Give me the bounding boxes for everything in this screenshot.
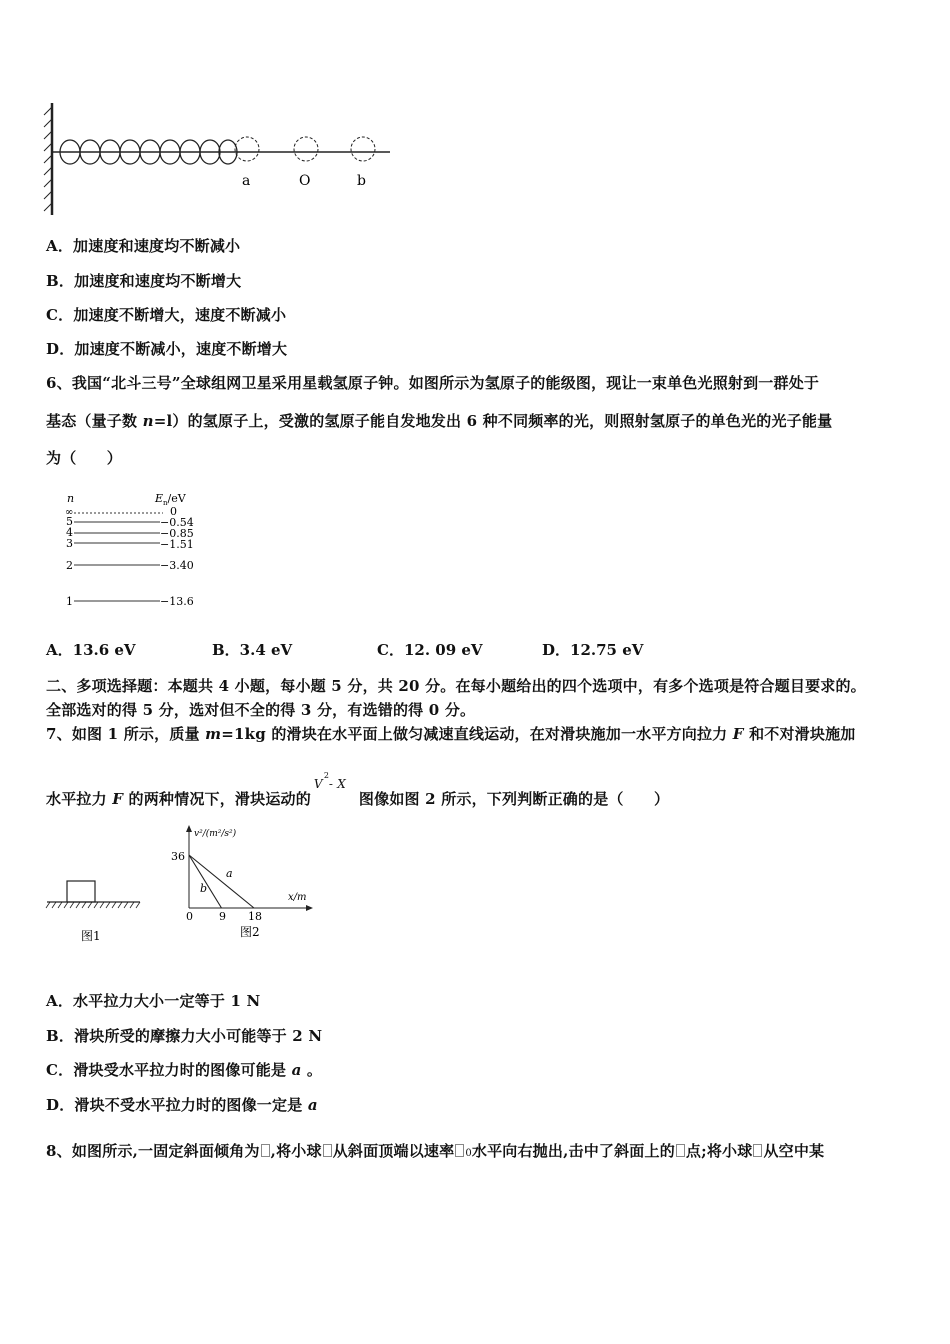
q7-option-c-var: a: [291, 1061, 302, 1079]
q6-stem-line1: 6、我国“北斗三号”全球组网卫星采用星载氢原子钟。如图所示为氢原子的能级图，现让一束单色光照射到一群处于: [46, 374, 820, 392]
y-axis-arrow: [186, 825, 192, 832]
q7-line2-a: 水平拉力: [46, 790, 113, 808]
q7-line1-b: =1kg 的滑块在水平面上做匀减速直线运动，在对滑块施加一水平方向拉力: [221, 725, 733, 743]
label-a: a: [242, 173, 251, 189]
q7-line1-c: 和不对滑块施加: [743, 725, 856, 743]
q6-option-b: B．3.4 eV: [212, 641, 293, 659]
energy-level-diagram: [58, 488, 218, 613]
q7-line2-c: 图像如图 2 所示，下列判断正确的是（ ）: [358, 790, 670, 808]
slider-block: [67, 881, 95, 902]
q5-option-b: B．加速度和速度均不断增大: [46, 272, 242, 290]
q7-figure2: [160, 822, 320, 947]
level-n-5: 5: [66, 515, 73, 528]
level-n-3: 3: [66, 537, 73, 550]
level-e-inf: 0: [170, 505, 177, 518]
q7-option-c: C．滑块受水平拉力时的图像可能是 a 。: [46, 1061, 323, 1079]
q8-stem-line1: 8、如图所示,一固定斜面倾角为 ,将小球 从斜面顶端以速率 0水平向右抛出,击中了斜面上的 点;将小球 从空中某: [46, 1142, 825, 1160]
label-o: O: [299, 173, 311, 189]
missing-glyph-icon: [455, 1144, 464, 1157]
spring-figure: [40, 95, 400, 220]
ball-position-o: [294, 137, 318, 161]
level-e-5: −0.54: [160, 516, 194, 529]
series-b-label: b: [200, 882, 208, 895]
x-tick-18: 18: [248, 910, 262, 923]
q6-line2-a: 基态（量子数: [46, 412, 143, 430]
label-b: b: [357, 173, 366, 189]
q6-stem-line3: 为（ ）: [46, 449, 123, 467]
level-n-2: 2: [66, 559, 73, 572]
missing-glyph-icon: [323, 1144, 332, 1157]
missing-glyph-icon: [753, 1144, 762, 1157]
x-tick-0: 0: [186, 910, 193, 923]
q6-line2-b: =l）的氢原子上，受激的氢原子能自发地发出 6 种不同频率的光，则照射氢原子的单色光的光子能量: [153, 412, 833, 430]
series-a-line: [189, 855, 254, 908]
ball-position-a: [235, 137, 259, 161]
level-e-4: −0.85: [160, 527, 194, 540]
q5-option-a: A．加速度和速度均不断减小: [46, 237, 241, 255]
missing-glyph-icon: [261, 1144, 270, 1157]
x-tick-9: 9: [219, 910, 226, 923]
x-axis-arrow: [306, 905, 313, 911]
q6-option-c: C．12. 09 eV: [377, 641, 483, 659]
q7-formula: V 2 - X: [313, 771, 346, 791]
q5-option-d: D．加速度不断减小，速度不断增大: [46, 340, 288, 358]
q6-option-a: A．13.6 eV: [46, 641, 136, 659]
fig2-caption: 图2: [240, 925, 260, 939]
level-e-3: −1.51: [160, 538, 194, 551]
level-n-inf: ∞: [65, 507, 74, 518]
q7-option-b: B．滑块所受的摩擦力大小可能等于 2 N: [46, 1027, 323, 1045]
missing-glyph-icon: [676, 1144, 685, 1157]
level-e-1: −13.6: [160, 595, 194, 608]
q7-line1-a: 7、如图 1 所示，质量: [46, 725, 206, 743]
section2-heading-line2: 全部选对的得 5 分，选对但不全的得 3 分，有选错的得 0 分。: [46, 701, 476, 719]
y-axis-label: v²/(m²/s²): [194, 829, 237, 839]
q7-stem-line1: [46, 723, 855, 744]
q5-option-c: C．加速度不断增大，速度不断减小: [46, 306, 287, 324]
level-n-1: 1: [66, 595, 73, 608]
series-a-label: a: [226, 867, 233, 880]
y-tick-36: 36: [171, 850, 185, 863]
q7-option-d: D．滑块不受水平拉力时的图像一定是 a: [46, 1096, 318, 1114]
q7-line2-b: 的两种情况下，滑块运动的: [123, 790, 311, 808]
wall: [44, 103, 52, 215]
header-n: n: [67, 492, 75, 505]
level-e-2: −3.40: [160, 559, 194, 572]
q7-force-symbol: F: [732, 725, 744, 743]
ground-hatch: [46, 902, 140, 908]
section2-heading-line1: 二、多项选择题：本题共 4 小题，每小题 5 分，共 20 分。在每小题给出的四个选项中，有多个选项是符合题目要求的。: [46, 677, 866, 695]
q7-mass-symbol: m: [205, 725, 222, 743]
header-energy: $E_n/eV$: [155, 492, 186, 507]
q7-option-d-var: a: [307, 1096, 318, 1114]
q6-stem-line2: [46, 410, 832, 431]
level-n-4: 4: [66, 526, 73, 539]
x-axis-label: x/m: [288, 892, 307, 903]
q6-quantum-number: n: [142, 412, 154, 430]
q7-figure1: [44, 875, 144, 945]
q7-option-a: A．水平拉力大小一定等于 1 N: [46, 992, 261, 1010]
ball-position-b: [351, 137, 375, 161]
q7-force-symbol-2: F: [112, 790, 124, 808]
fig1-caption: 图1: [81, 929, 101, 943]
q6-option-d: D．12.75 eV: [542, 641, 644, 659]
q7-stem-line2: [46, 771, 670, 809]
